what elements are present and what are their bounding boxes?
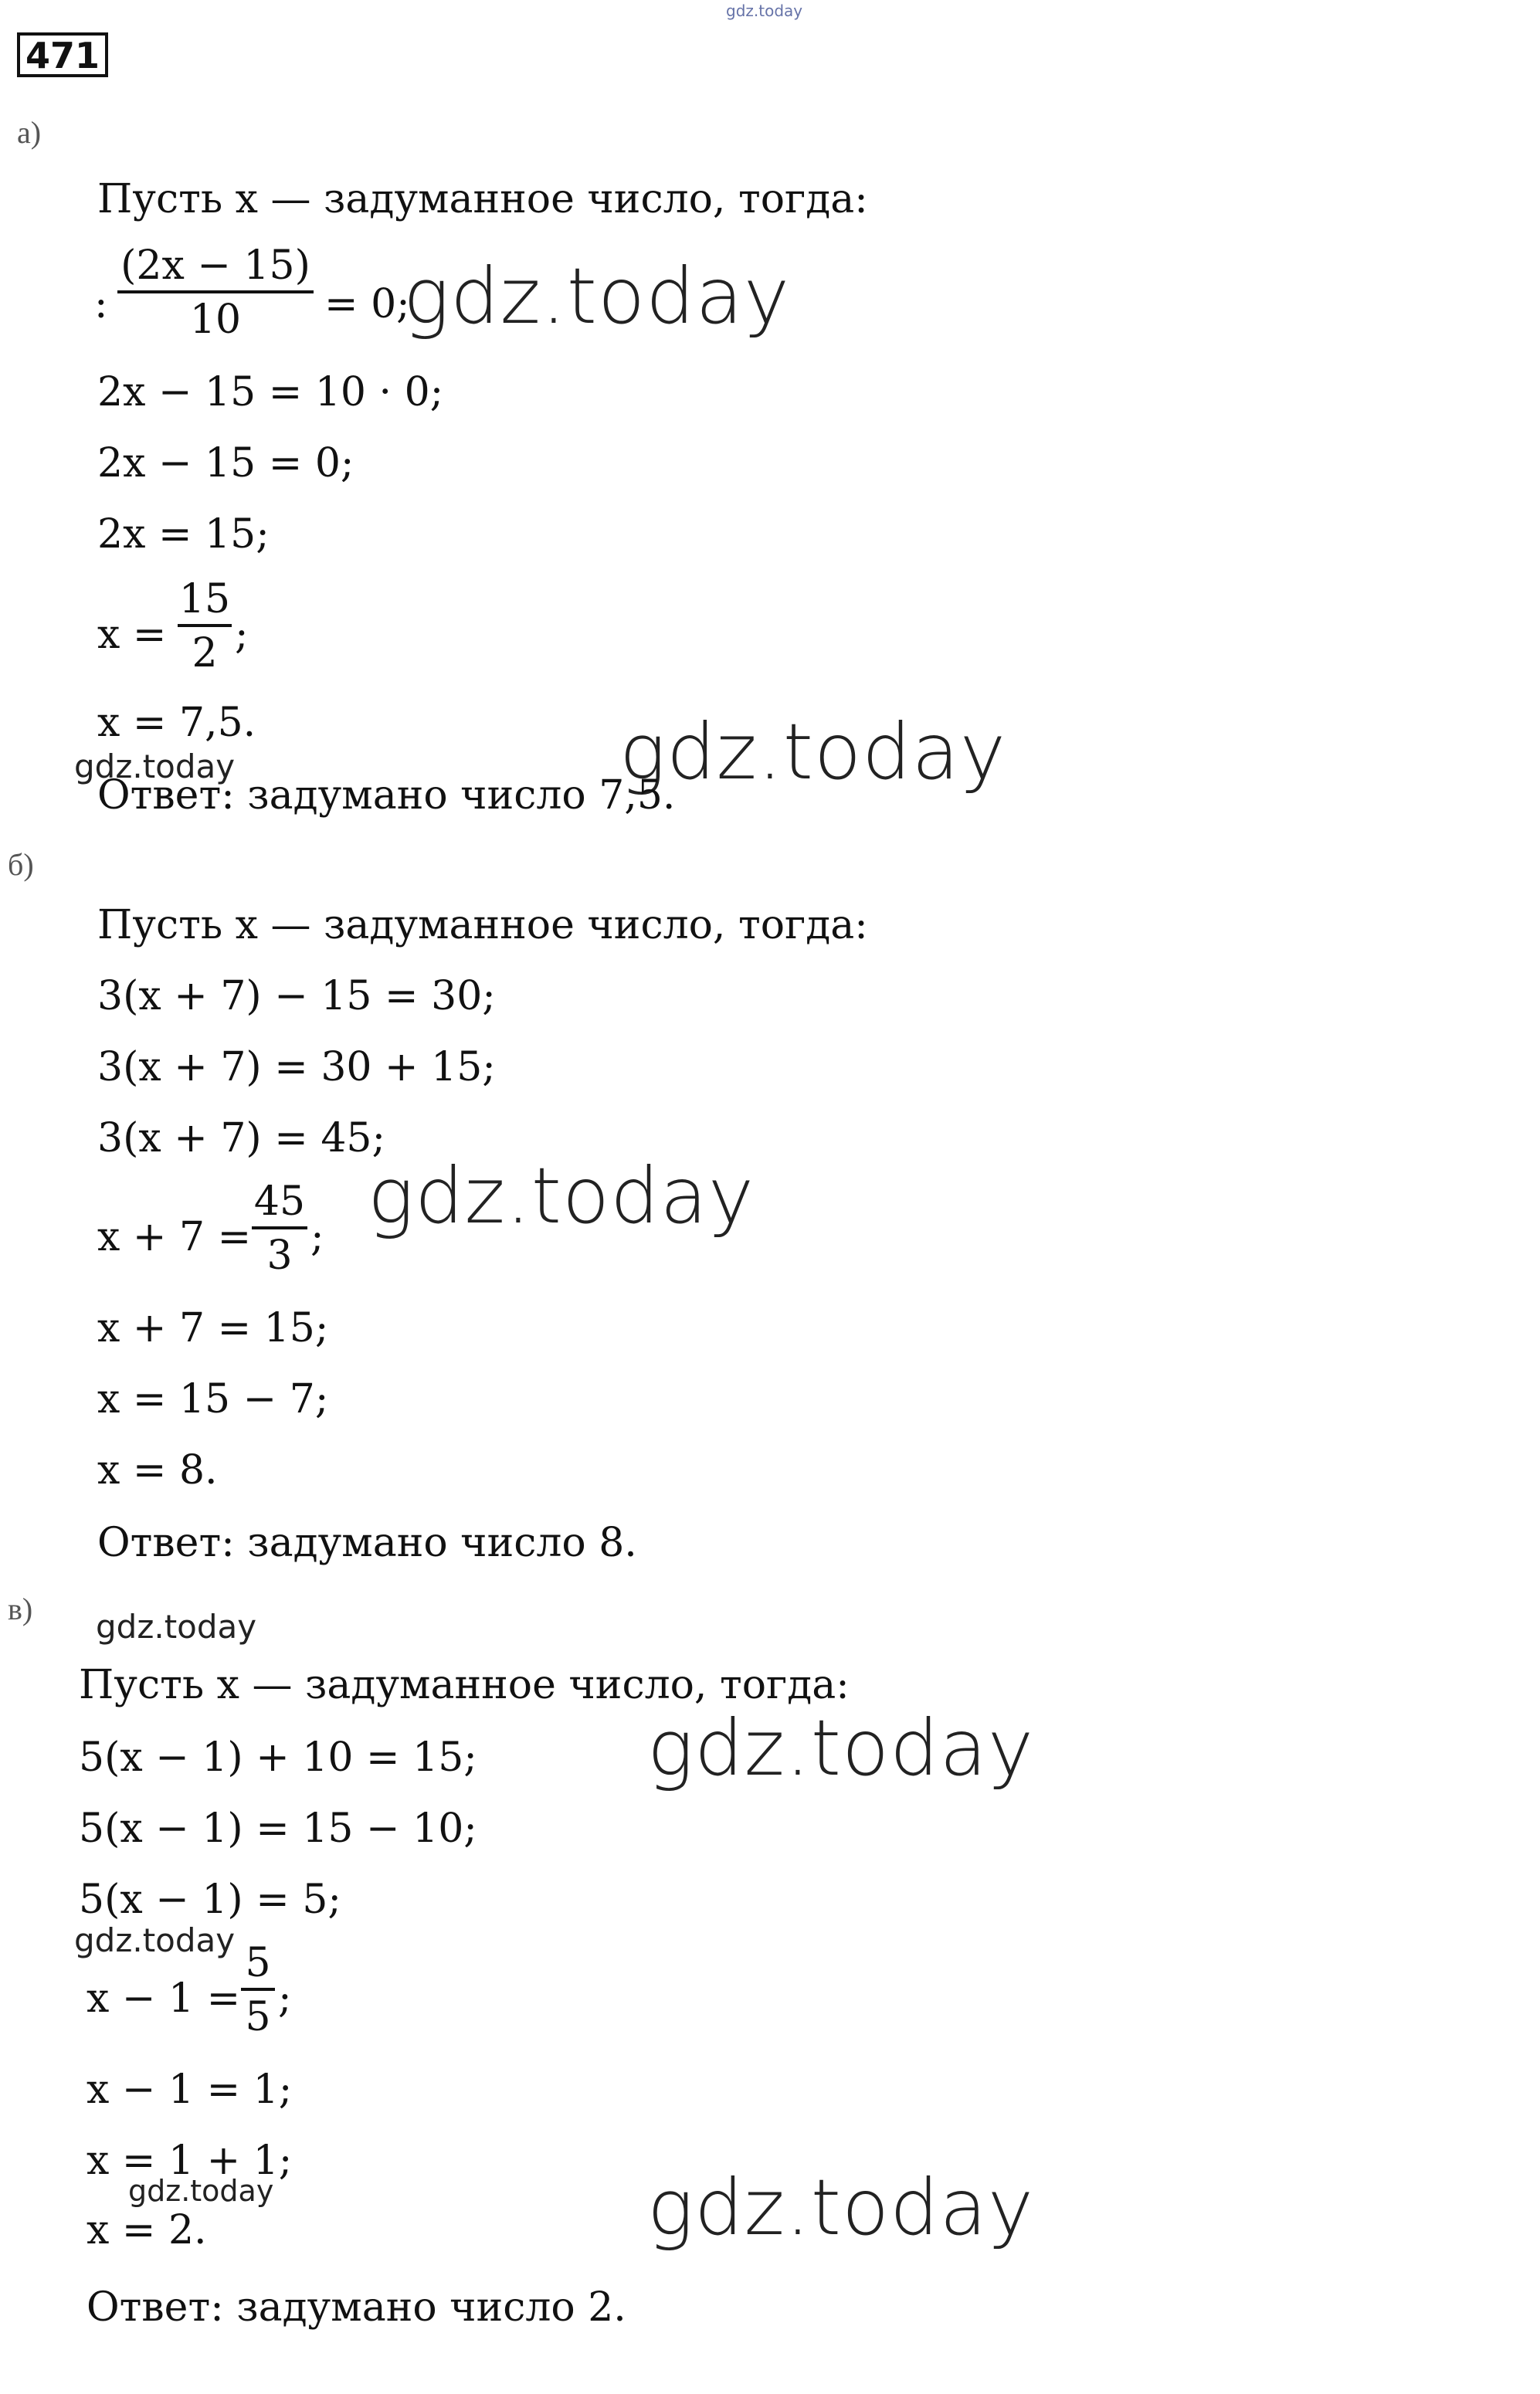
top-watermark: gdz.today xyxy=(726,2,803,20)
part-a-eq5-fraction xyxy=(178,576,232,676)
part-a-eq3: 2x − 15 = 0; xyxy=(97,440,354,487)
watermark: gdz.today xyxy=(96,1608,257,1646)
fraction-bar xyxy=(252,1226,307,1229)
part-b-eq7: x = 8. xyxy=(97,1447,218,1494)
part-a-eq4: 2x = 15; xyxy=(97,511,270,558)
part-b-intro: Пусть x — задуманное число, тогда: xyxy=(97,902,868,948)
part-a-eq2: 2x − 15 = 10 · 0; xyxy=(97,369,444,415)
watermark: gdz.today xyxy=(74,748,236,785)
part-a-eq6: x = 7,5. xyxy=(97,700,256,746)
part-b-eq1: 3(x + 7) − 15 = 30; xyxy=(97,973,496,1019)
part-a-eq5-denominator: 2 xyxy=(192,630,218,676)
part-c-label: в) xyxy=(8,1592,33,1626)
watermark: gdz.today xyxy=(403,251,791,341)
part-b-eq6: x = 15 − 7; xyxy=(97,1376,329,1422)
part-b-label: б) xyxy=(8,847,34,882)
part-a-eq1-denominator: 10 xyxy=(189,297,242,343)
part-c-eq4-left: x − 1 = xyxy=(86,1975,241,2022)
watermark: gdz.today xyxy=(368,1151,755,1241)
part-c-eq7: x = 2. xyxy=(86,2207,207,2253)
part-b-eq4-fraction xyxy=(252,1178,307,1279)
part-c-eq4-end: ; xyxy=(278,1975,292,2022)
part-b-eq4-denominator: 3 xyxy=(266,1233,293,1279)
part-b-eq4-left: x + 7 = xyxy=(97,1214,252,1260)
part-c-eq2: 5(x − 1) = 15 − 10; xyxy=(79,1806,477,1852)
watermark: gdz.today xyxy=(647,1703,1035,1793)
fraction-bar xyxy=(178,624,232,627)
part-a-label: а) xyxy=(17,115,42,150)
part-a-eq1-rest: = 0; xyxy=(324,281,410,327)
fraction-bar xyxy=(117,290,314,293)
watermark: gdz.today xyxy=(74,1921,236,1959)
part-a-eq5-end: ; xyxy=(235,612,249,658)
part-a-eq1-prefix: : xyxy=(94,281,108,327)
part-b-eq5: x + 7 = 15; xyxy=(97,1305,329,1351)
part-c-eq6: x = 1 + 1; xyxy=(86,2138,293,2184)
part-c-eq4-fraction xyxy=(241,1940,275,2040)
fraction-bar xyxy=(241,1988,275,1991)
part-a-answer: Ответ: задумано число 7,5. xyxy=(97,772,676,819)
problem-number: 471 xyxy=(17,32,108,77)
part-a-eq1-numerator: (2x − 15) xyxy=(120,242,310,289)
part-b-eq2: 3(x + 7) = 30 + 15; xyxy=(97,1044,496,1090)
watermark: gdz.today xyxy=(647,2162,1035,2253)
part-c-eq1: 5(x − 1) + 10 = 15; xyxy=(79,1734,477,1781)
part-c-intro: Пусть x — задуманное число, тогда: xyxy=(79,1662,850,1708)
part-a-eq1-fraction xyxy=(117,242,314,343)
watermark: gdz.today xyxy=(619,707,1007,797)
part-b-eq4-end: ; xyxy=(310,1214,324,1260)
watermark: gdz.today xyxy=(128,2174,274,2208)
part-b-answer: Ответ: задумано число 8. xyxy=(97,1520,637,1566)
part-b-eq3: 3(x + 7) = 45; xyxy=(97,1115,386,1161)
part-c-answer: Ответ: задумано число 2. xyxy=(86,2284,626,2331)
part-c-eq3: 5(x − 1) = 5; xyxy=(79,1877,341,1923)
part-a-eq5-left: x = xyxy=(97,612,167,658)
part-b-eq4-numerator: 45 xyxy=(253,1178,306,1225)
part-c-eq5: x − 1 = 1; xyxy=(86,2067,293,2113)
part-c-eq4-numerator: 5 xyxy=(245,1940,271,1986)
part-a-eq5-numerator: 15 xyxy=(178,576,231,622)
part-c-eq4-denominator: 5 xyxy=(245,1994,271,2040)
part-a-intro: Пусть x — задуманное число, тогда: xyxy=(97,176,868,222)
